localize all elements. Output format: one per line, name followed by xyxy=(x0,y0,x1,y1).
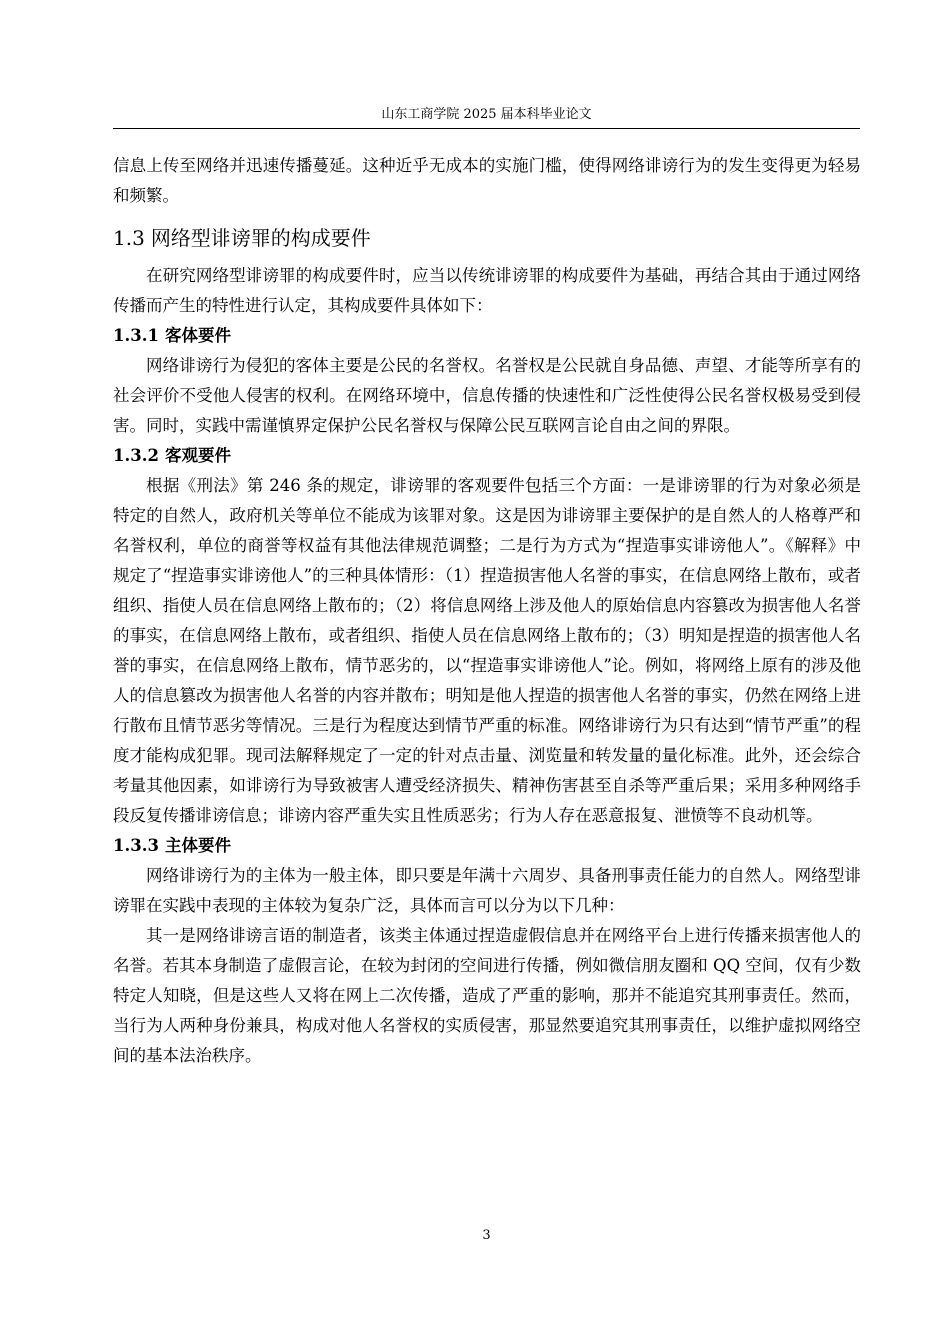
subsection-heading-1 xyxy=(113,321,861,351)
page-body xyxy=(113,151,861,1071)
header-rule xyxy=(113,128,860,129)
paragraph-objective-element: 根据《刑法》第 246 条的规定，诽谤罪的客观要件包括三个方面：一是诽谤罪的行为对象必须是特定的自然人，政府机关等单位不能成为该罪对象。这是因为诽谤罪主要保护的是自然人的人格尊严和名誉权利，单位的商誉等权益有其他法律规范调整；二是行为方式为“捏造事实诽谤他人”。《解释》中规定了“捏造事实诽谤他人”的三种具体情形：（1）捏造损害他人名誉的事实，在信息网络上散布，或者组织、指使人员在信息网络上散布的；（2）将信息网络上涉及他人的原始信息内容篡改为损害他人名誉的事实，在信息网络上散布，或者组织、指使人员在信息网络上散布的；（3）明知是捏造的损害他人名誉的事实，在信息网络上散布，情节恶劣的，以“捏造事实诽谤他人”论。例如，将网络上原有的涉及他人的信息篡改为损害他人名誉的内容并散布；明知是他人捏造的损害他人名誉的事实，仍然在网络上进行散布且情节恶劣等情况。三是行为程度达到情节严重的标准。网络诽谤行为只有达到“情节严重”的程度才能构成犯罪。现司法解释规定了一定的针对点击量、浏览量和转发量的量化标准。此外，还会综合考量其他因素，如诽谤行为导致被害人遭受经济损失、精神伤害甚至自杀等严重后果；采用多种网络手段反复传播诽谤信息；诽谤内容严重失实且性质恶劣；行为人存在恶意报复、泄愤等不良动机等。 xyxy=(113,476,861,825)
paragraph-intro: 信息上传至网络并迅速传播蔓延。这种近乎无成本的实施门槛，使得网络诽谤行为的发生变得更为轻易和频繁。 xyxy=(113,156,861,205)
paragraph-subject-types: 其一是网络诽谤言语的制造者，该类主体通过捏造虚假信息并在网络平台上进行传播来损害他人的名誉。若其本身制造了虚假言论，在较为封闭的空间进行传播，例如微信朋友圈和 QQ 空间，仅有少数特定人知晓，但是这些人又将在网上二次传播，造成了严重的影响，那并不能追究其刑事责任。然而，当行为人两种身份兼具，构成对他人名誉权的实质侵害，那显然要追究其刑事责任，以维护虚拟网络空间的基本法治秩序。 xyxy=(113,926,861,1065)
subsection-heading-2 xyxy=(113,441,861,471)
page-number: 3 xyxy=(482,1228,491,1243)
section-heading xyxy=(113,221,861,255)
section-number: 1.3 xyxy=(113,226,145,250)
subsection-number: 1.3.3 xyxy=(113,836,159,855)
paragraph-section: 在研究网络型诽谤罪的构成要件时，应当以传统诽谤罪的构成要件为基础，再结合其由于通过网络传播而产生的特性进行认定，其构成要件具体如下： xyxy=(113,266,861,315)
section-title: 网络型诽谤罪的构成要件 xyxy=(150,226,371,250)
paragraph-subject-element: 网络诽谤行为的主体为一般主体，即只要是年满十六周岁、具备刑事责任能力的自然人。网络型诽谤罪在实践中表现的主体较为复杂广泛，具体而言可以分为以下几种： xyxy=(113,866,861,915)
subsection-heading-3 xyxy=(113,831,861,861)
subsection-title: 主体要件 xyxy=(164,836,231,855)
subsection-title: 客观要件 xyxy=(164,446,231,465)
subsection-number: 1.3.1 xyxy=(113,326,159,345)
running-header: 山东工商学院 2025 届本科毕业论文 xyxy=(381,107,592,122)
paragraph-object-element: 网络诽谤行为侵犯的客体主要是公民的名誉权。名誉权是公民就自身品德、声望、才能等所享有的社会评价不受他人侵害的权利。在网络环境中，信息传播的快速性和广泛性使得公民名誉权极易受到侵害。同时，实践中需谨慎界定保护公民名誉权与保障公民互联网言论自由之间的界限。 xyxy=(113,356,861,435)
subsection-title: 客体要件 xyxy=(164,326,231,345)
subsection-number: 1.3.2 xyxy=(113,446,159,465)
